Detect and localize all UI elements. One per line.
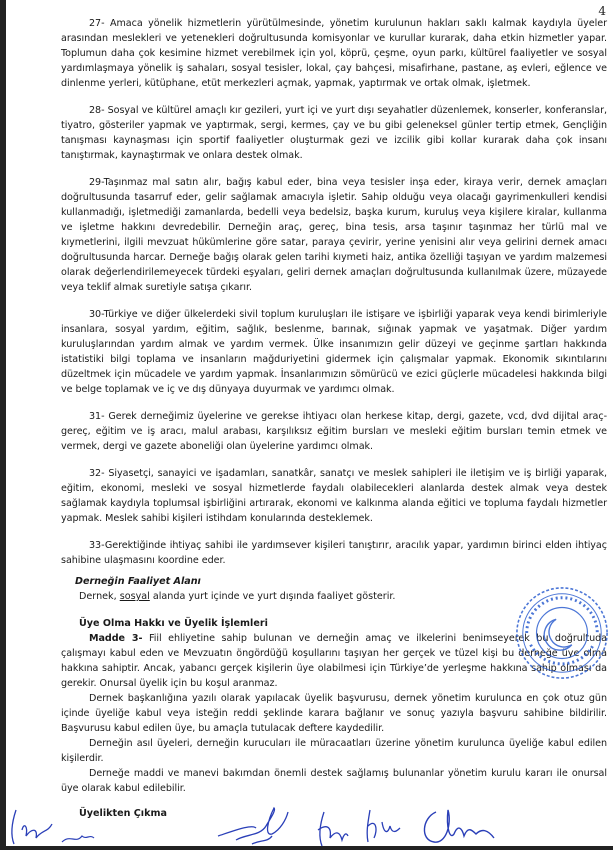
paragraph-32: 32- Siyasetçi, sanayici ve işadamları, sanatkâr, sanatçı ve meslek sahipleri ile iletişim ve iş birliği yaparak, eğitim, ekonomi, mesleki ve sosyal hizmetlerde faydalı olabilecekleri alanlarda destek almak veya destek sağlamak kaydıyla toplumsal işbirliğini artırarak, ekonomi ve kalkınma alanda eğitici ve topluma faydalı hizmetler yapmak. Meslek sahibi kişileri istihdam konularında desteklemek. [61,468,607,524]
uyelik-paragraph-3: Derneğin asıl üyeleri, derneğin kurucuları ile müracaatları üzerine yönetim kurulunca üyeliğe kabul edilen kişilerdir. [61,738,607,764]
signature-3 [216,806,296,846]
paragraph-28: 28- Sosyal ve kültürel amaçlı kır gezileri, yurt içi ve yurt dışı seyahatler düzenlemek, konserler, konferanslar, tiyatro, gösteriler yapmak ve yaptırmak, sergi, kermes, çay ve bu gibi geleneksel günler tertip etmek, Gençliğin tanışması kaynaşması için sportif faaliyetler oluşturmak gezi ve izcilik gibi kollar kurarak daha çok insanı tanıştırmak, kaynaştırmak ve onlara destek olmak. [61,105,607,161]
faaliyet-underlined-word: sosyal [119,591,150,602]
paragraph-30: 30-Türkiye ve diğer ülkelerdeki sivil toplum kuruluşları ile istişare ve işbirliği yaparak veya kendi birimleriyle insanlara, sosyal yardım, eğitim, sağlık, beslenme, barınak, sığınak yapmak ve yaşatmak. Diğer yardım kuruluşlarından yardım almak ve yardım vermek. Ülke insanımızın gelir düzeyi ve geçinme şartları hakkında istatistiki bilgi toplama ve insanların mağduriyetini gidermek için çalışmalar yapmak. Ekonomik sıkıntılarını düzeltmek için mücadele ve yardım yapmak. İnsanlarımızın sömürücü ve ezici güçlerle mücadelesi hakkında bilgi ve belge toplamak ve iç ve dış dünyaya duyurmak ve yardımcı olmak. [61,309,607,395]
scan-bottom-border [0,846,613,850]
madde-3-label: Madde 3- [89,633,143,644]
paragraph-31: 31- Gerek derneğimiz üyelerine ve gerekse ihtiyacı olan herkese kitap, dergi, gazete, vcd, dvd dijital araç-gereç, eğitim ve iş aracı, malul arabası, karşılıksız eğitim bursları ve mesleki eğitim bursları temin etmek ve vermek, dergi ve gazete aboneliği olan üyelerine yardımcı olmak. [61,411,607,452]
association-stamp [513,584,611,682]
paragraph-29: 29-Taşınmaz mal satın alır, bağış kabul eder, bina veya tesisler inşa eder, kiraya verir, dernek amaçları doğrultusunda tasarruf eder, gelir sağlamak amacıyla işletir. Sahip olduğu veya olacağı gayrimenkulleri kendisi kullanmadığı, işletmediği zamanlarda, bedelli veya bedelsiz, başka kurum, kuruluş veya kişilere kiralar, kullanma ve işletme hakkını devredebilir. Derneğin araç, gereç, bina tesis, arsa taşınır taşınmaz her türlü mal ve kıymetlerini, ilgili mevzuat hükümlerine göre satar, paraya çevirir, yerine yenisini alır veya gelirini dernek amacı doğrultusunda harcar. Derneğe bağış olarak gelen tarihi kıymeti haiz, antika özelliği taşıyan ve yardım malzemesi olarak değerlendirilemeyecek türdeki eşyaları, geliri dernek amaçları doğrultusunda kullanılmak üzere, müzayede veya teklif almak suretiyle satışa çıkarır. [61,177,607,293]
madde-3-text: Fiil ehliyetine sahip bulunan ve derneğin amaç ve ilkelerini benimseyerek bu doğrultuda çalışmayı kabul eden ve Mevzuatın öngördüğü koşullarını taşıyan her gerçek ve tüzel kişi bu derneğe üye olma hakkına sahiptir. Ancak, yabancı gerçek kişilerin üye olabilmesi için Türkiye’de yerleşme hakkına sahip olması da gerekir. Onursal üyelik için bu koşul aranmaz. [61,633,607,689]
signature-1 [8,808,68,848]
paragraph-33: 33-Gerektiğinde ihtiyaç sahibi ile yardımsever kişileri tanıştırır, aracılık yapar, yardımın birinci elden ihtiyaç sahibine ulaşmasını koordine eder. [61,540,607,566]
uyelikten-cikma-heading: Üyelikten Çıkma [79,808,167,819]
faaliyet-alani-heading: Derneğin Faaliyet Alanı [75,576,201,587]
uyelik-paragraph-2: Dernek başkanlığına yazılı olarak yapılacak üyelik başvurusu, dernek yönetim kurulunca en çok otuz gün içinde üyeliğe kabul veya isteğin reddi şeklinde karara bağlanır ve sonuç yazıyla başvuru sahibine bildirilir. Başvurusu kabul edilen üye, bu amaçla tutulacak deftere kaydedilir. [61,693,607,734]
document-body [61,16,607,821]
signature-6 [418,804,498,846]
faaliyet-prefix: Dernek, [79,591,120,602]
signature-5 [360,808,410,844]
signature-4 [312,808,352,848]
signature-2 [60,830,96,846]
uyelik-heading: Üye Olma Hakkı ve Üyelik İşlemleri [79,618,268,629]
faaliyet-suffix: alanda yurt içinde ve yurt dışında faaliyet gösterir. [149,591,396,602]
scan-left-border [0,0,6,850]
page-number: 4 [598,4,606,18]
uyelik-paragraph-4: Derneğe maddi ve manevi bakımdan önemli destek sağlamış bulunanlar yönetim kurulu kararı ile onursal üye olarak kabul edilebilir. [61,768,607,794]
paragraph-27: 27- Amaca yönelik hizmetlerin yürütülmesinde, yönetim kurulunun hakları saklı kalmak kaydıyla üyeler arasından meslekleri ve yetenekleri doğrultusunda komisyonlar ve kurullar kurarak, daha etkin hizmetler yapar. Toplumun daha çok kesimine hizmet verebilmek için yol, köprü, çeşme, oyun parkı, kültürel faaliyetler ve sosyal yardımlaşmaya yönelik iş sahaları, sosyal tesisler, lokal, çay bahçesi, misafirhane, pastane, aş evleri, eğlence ve dinlenme yerleri, kütüphane, etüt merkezleri açmak, yapmak, yaptırmak ve ortak olmak, işletmek. [61,18,607,89]
